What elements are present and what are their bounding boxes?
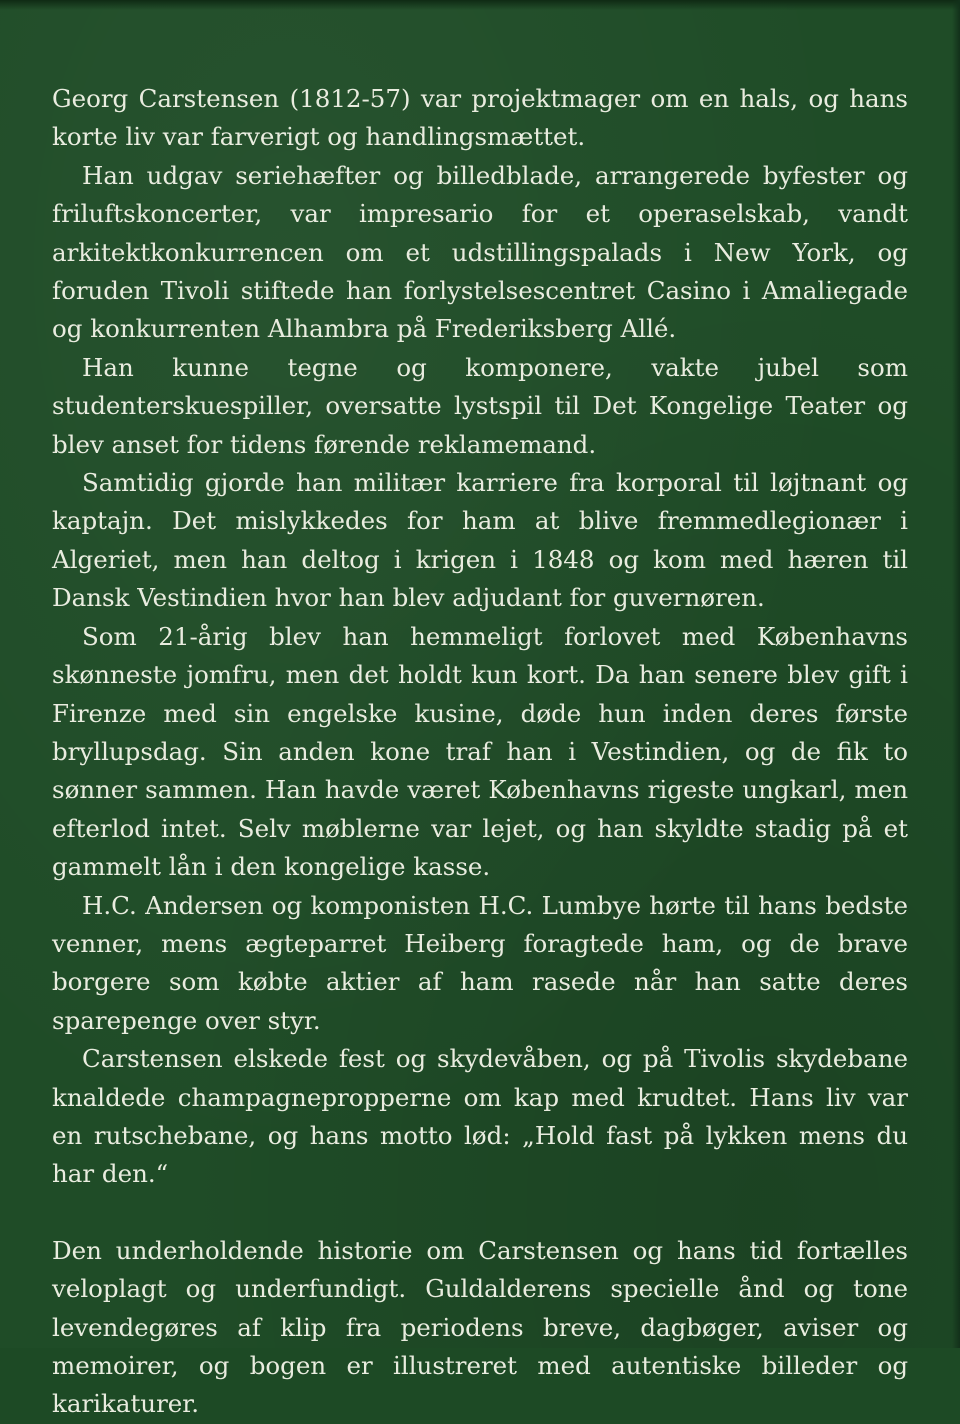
cover-top-edge — [0, 0, 960, 10]
paragraph-talents: Han kunne tegne og komponere, vakte jubel som studenterskuespiller, oversatte lystspil til Det Kongelige Teater og blev anset for tidens førende reklamemand. — [52, 352, 908, 459]
paragraph-closing: Den underholdende historie om Carstensen og hans tid fortælles veloplagt og underfundigt. Guldalderens specielle ånd og tone levendegøres af klip fra periodens breve, dagbøger, aviser og memoirer, og bogen er illustreret med autentiske billeder og karikaturer. — [52, 1235, 908, 1419]
paragraph-intro: Georg Carstensen (1812-57) var projektmager om en hals, og hans korte liv var farverigt og handlingsmættet. — [52, 84, 908, 152]
cover-right-edge — [952, 0, 960, 1348]
paragraph-motto: Carstensen elskede fest og skydevåben, og på Tivolis skydebane knaldede champagnepropperne om kap med krudtet. Hans liv var en rutschebane, og hans motto lød: „Hold fast på lykken mens du har den.“ — [52, 1044, 908, 1189]
paragraph-friends: H.C. Andersen og komponisten H.C. Lumbye hørte til hans bedste venner, mens ægteparret Heiberg foragtede ham, og de brave borgere som købte aktier af ham rasede når han satte deres sparepenge over styr. — [52, 890, 908, 1035]
paragraph-marriages: Som 21-årig blev han hemmeligt forlovet med Københavns skønneste jomfru, men det holdt kun kort. Da han senere blev gift i Firenze med sin engelske kusine, døde hun inden deres første bryllupsdag. Sin anden kone traf han i Vestindien, og de fik to sønner sammen. Han havde været Københavns rigeste ungkarl, men efterlod intet. Selv møblerne var lejet, og han skyldte stadig på et gammelt lån i den kongelige kasse. — [52, 621, 908, 882]
blurb-text — [52, 80, 908, 1424]
paragraph-activities: Han udgav seriehæfter og billedblade, arrangerede byfester og friluftskoncerter, var impresario for et operaselskab, vandt arkitektkonkurrencen om et udstillingspalads i New York, og foruden Tivoli stiftede han forlystelsescentret Casino i Amaliegade og konkurrenten Alhambra på Frederiksberg Allé. — [52, 160, 908, 344]
paragraph-military: Samtidig gjorde han militær karriere fra korporal til løjtnant og kaptajn. Det mislykkedes for ham at blive fremmedlegionær i Algeriet, men han deltog i krigen i 1848 og kom med hæren til Dansk Vestindien hvor han blev adjudant for guvernøren. — [52, 468, 908, 613]
